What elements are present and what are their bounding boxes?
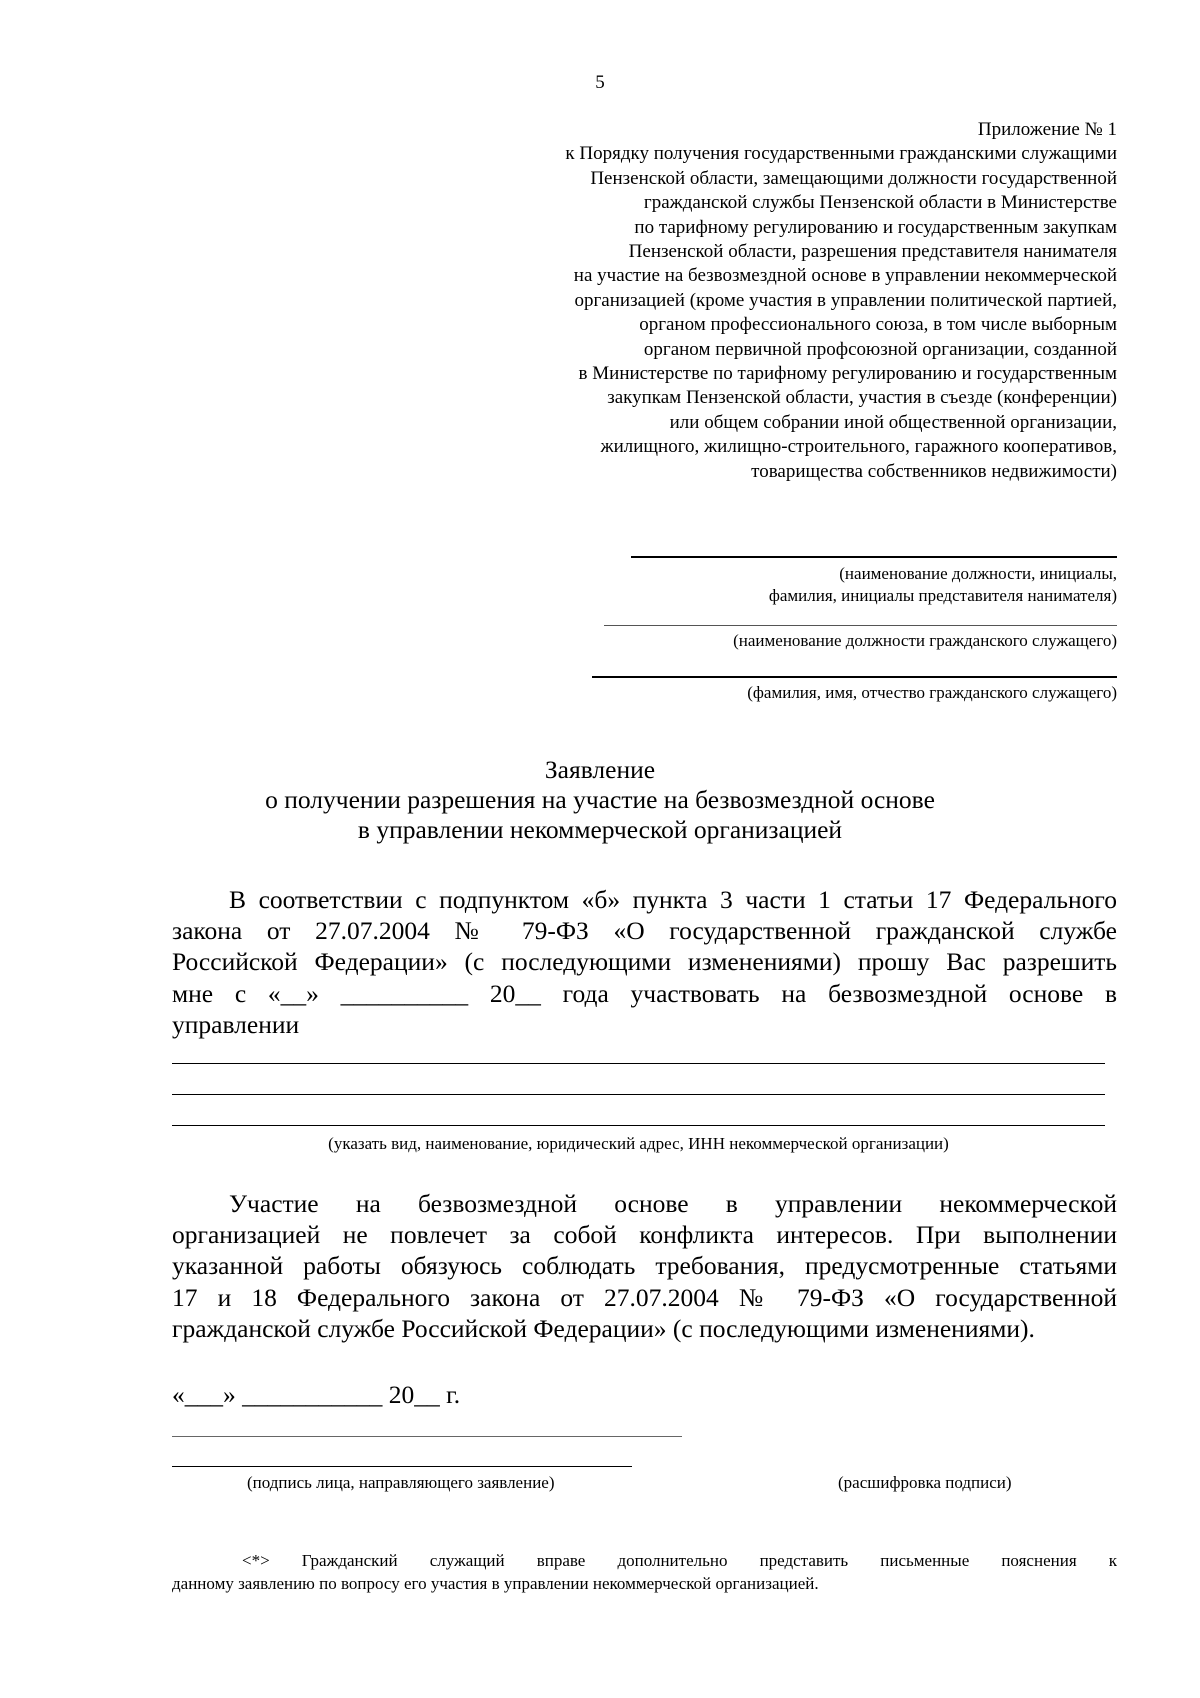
name-caption: (фамилия, имя, отчество гражданского служащего) xyxy=(747,683,1117,702)
organization-blank-lines xyxy=(172,1063,1105,1126)
employer-field xyxy=(597,556,1117,607)
signature-line xyxy=(172,1466,632,1467)
statement-paragraph xyxy=(172,1188,1117,1344)
appendix-line: Пензенской области, разрешения представителя нанимателя xyxy=(628,241,1117,263)
page-number: 5 xyxy=(595,72,605,93)
title-line: Заявление xyxy=(544,755,656,784)
paragraph-line: указанной работы обязуюсь соблюдать требования, предусмотренные статьями xyxy=(172,1251,1117,1281)
appendix-line: Пензенской области, замещающими должности государственной xyxy=(590,167,1117,189)
appendix-line: закупкам Пензенской области, участия в съезде (конференции) xyxy=(607,387,1117,409)
appendix-line: по тарифному регулированию и государственным закупкам xyxy=(634,216,1117,238)
paragraph-line: мне с «__» __________ 20__ года участвовать на безвозмездной основе в xyxy=(172,978,1117,1008)
signature-caption: (подпись лица, направляющего заявление) xyxy=(247,1473,555,1492)
blank-line xyxy=(172,1063,1105,1064)
paragraph-line: 17 и 18 Федерального закона от 27.07.2004 № 79-ФЗ «О государственной xyxy=(172,1282,1117,1312)
paragraph-line: закона от 27.07.2004 № 79-ФЗ «О государственной гражданской службе xyxy=(172,916,1117,946)
paragraph-line: В соответствии с подпунктом «б» пункта 3 части 1 статьи 17 Федерального xyxy=(229,885,1117,914)
appendix-line: организацией (кроме участия в управлении политической партией, xyxy=(574,289,1117,311)
appendix-line: гражданской службы Пензенской области в Министерстве xyxy=(643,192,1117,214)
employer-blank-line xyxy=(631,556,1117,558)
paragraph-line: управлении xyxy=(172,1009,300,1039)
paragraph-line: организацией не повлечет за собой конфликта интересов. При выполнении xyxy=(172,1220,1117,1250)
title-line: в управлении некоммерческой организацией xyxy=(357,815,843,844)
paragraph-line: Участие на безвозмездной основе в управлении некоммерческой xyxy=(229,1189,1117,1218)
appendix-line: к Порядку получения государственными гражданскими служащими xyxy=(565,143,1117,165)
paragraph-line: Российской Федерации» (с последующими изменениями) прошу Вас разрешить xyxy=(172,947,1117,977)
employer-caption: фамилия, инициалы представителя нанимателя) xyxy=(768,586,1117,605)
footnote xyxy=(172,1549,1117,1595)
employer-caption: (наименование должности, инициалы, xyxy=(839,564,1117,583)
paragraph-line: гражданской службе Российской Федерации» (с последующими изменениями). xyxy=(172,1313,1035,1343)
appendix-line: товарищества собственников недвижимости) xyxy=(751,460,1117,482)
position-field xyxy=(597,625,1117,652)
appendix-line: органом профессионального союза, в том числе выборным xyxy=(639,314,1117,336)
name-blank-line xyxy=(592,676,1117,678)
footnote-line: <*> Гражданский служащий вправе дополнительно представить письменные пояснения к xyxy=(242,1551,1117,1570)
appendix-line: в Министерстве по тарифному регулированию и государственным xyxy=(578,363,1117,385)
date-field: «___» ___________ 20__ г. xyxy=(172,1380,461,1409)
appendix-line: или общем собрании иной общественной организации, xyxy=(669,411,1117,433)
blank-line xyxy=(172,1094,1105,1095)
appendix-line: на участие на безвозмездной основе в управлении некоммерческой xyxy=(573,265,1117,287)
footnote-line: данному заявлению по вопросу его участия в управлении некоммерческой организацией. xyxy=(172,1574,819,1593)
appendix-line: жилищного, жилищно-строительного, гаражного кооперативов, xyxy=(600,436,1117,458)
signature-transcript-caption: (расшифровка подписи) xyxy=(838,1473,1012,1492)
name-field xyxy=(587,676,1117,704)
appendix-header xyxy=(417,118,1117,484)
position-caption: (наименование должности гражданского служащего) xyxy=(733,631,1117,650)
blank-line xyxy=(172,1125,1105,1126)
title-line: о получении разрешения на участие на безвозмездной основе xyxy=(265,785,935,814)
organization-caption: (указать вид, наименование, юридический адрес, ИНН некоммерческой организации) xyxy=(328,1134,949,1153)
position-blank-line xyxy=(604,625,1117,626)
signature-upper-line xyxy=(172,1436,682,1437)
appendix-line: органом первичной профсоюзной организации, созданной xyxy=(643,338,1117,360)
appendix-line: Приложение № 1 xyxy=(977,119,1117,140)
document-title xyxy=(0,755,1200,845)
request-paragraph xyxy=(172,884,1117,1040)
